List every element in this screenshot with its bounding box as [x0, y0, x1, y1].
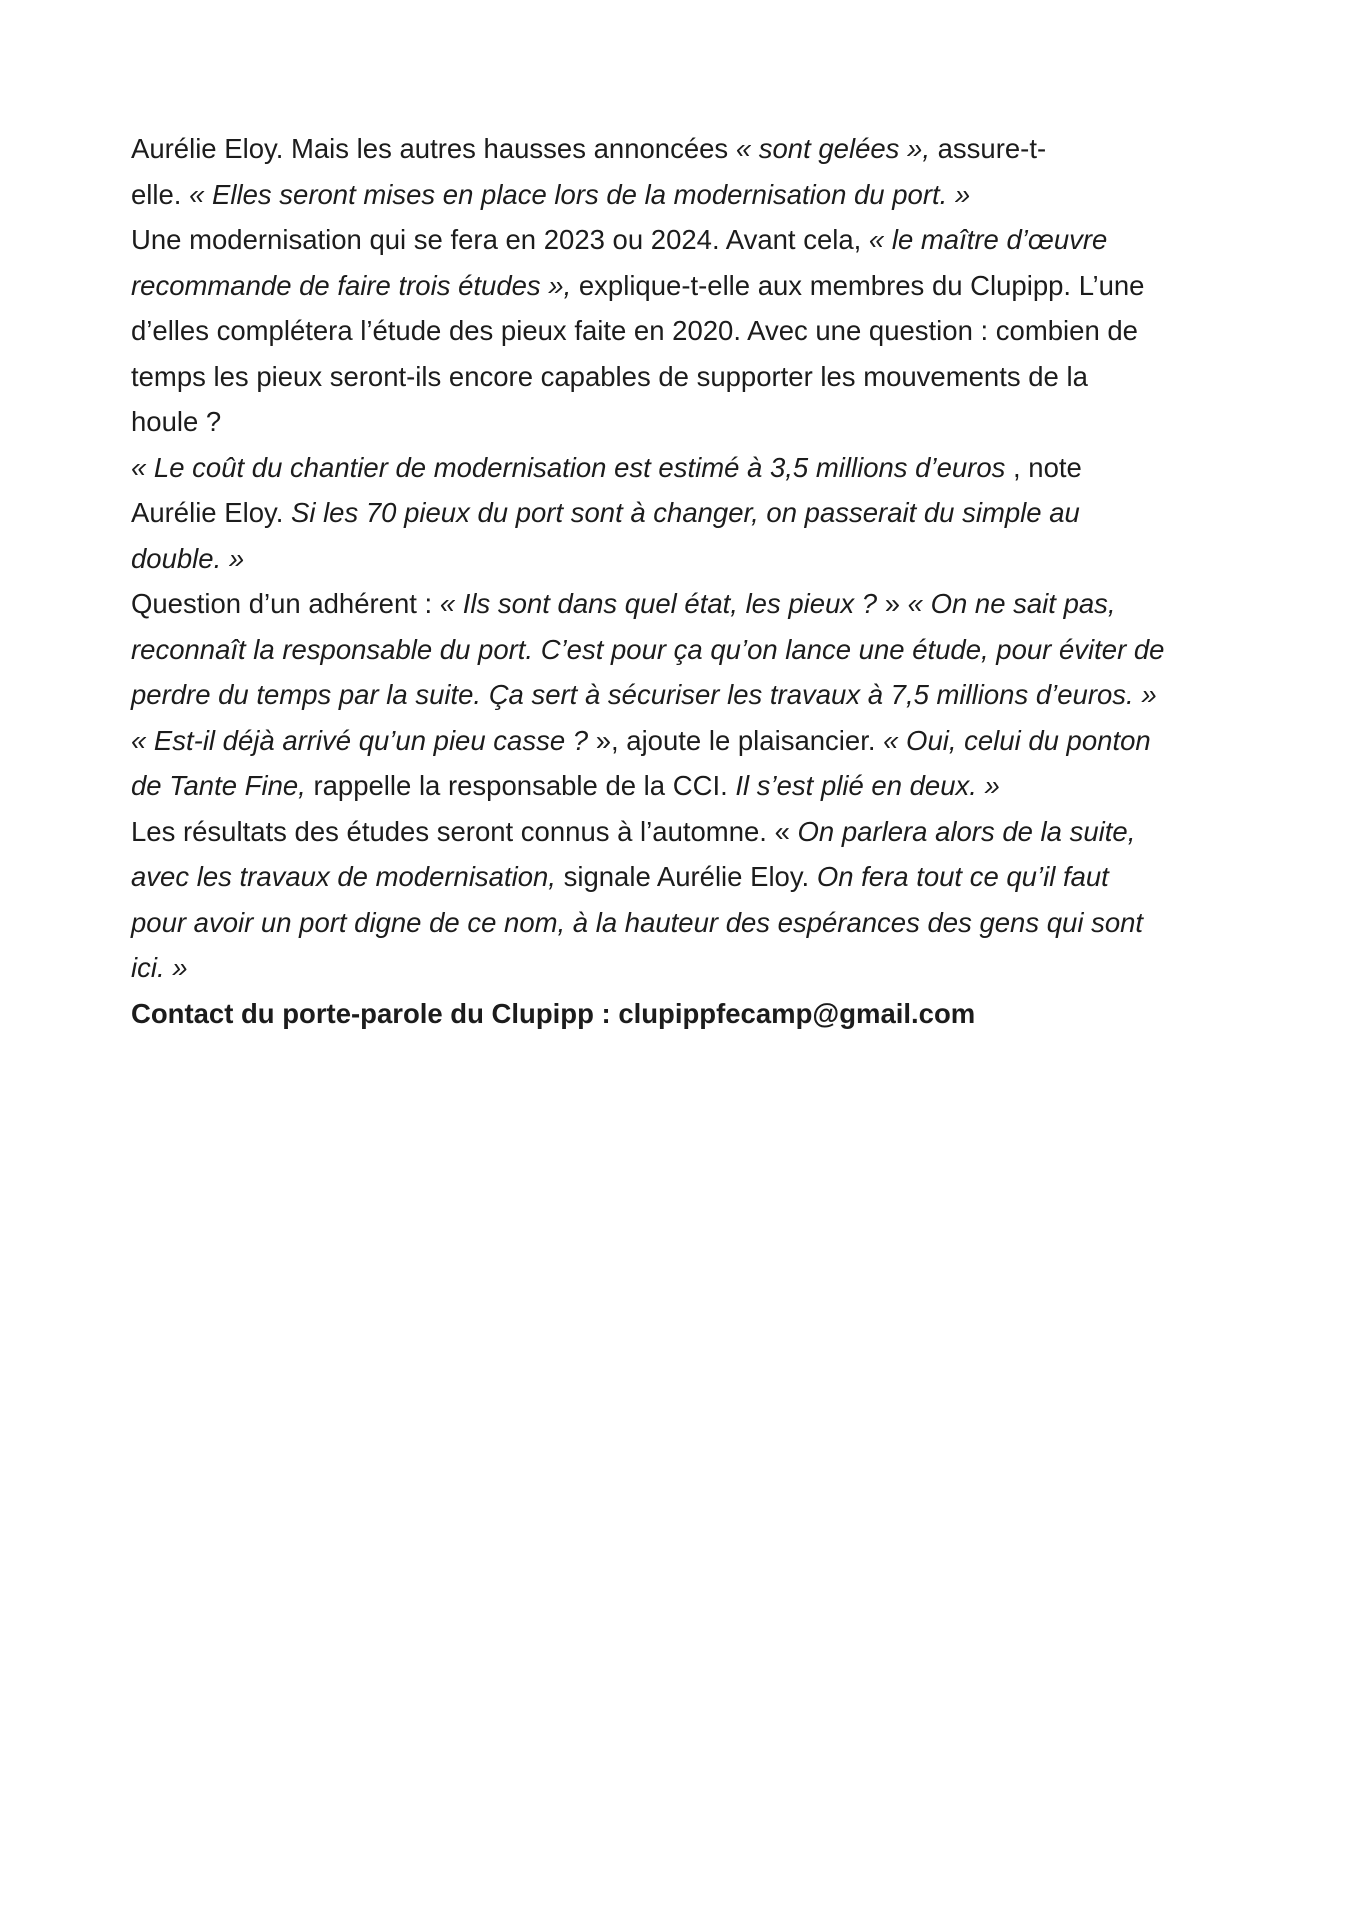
body-text: Les résultats des études seront connus à l’automne. «	[131, 815, 798, 847]
body-text: explique-t-elle aux membres du Clupipp. L’une	[571, 269, 1145, 301]
text-line	[131, 900, 1251, 946]
body-text: », ajoute le plaisancier.	[588, 724, 884, 756]
quote-text: « Est-il déjà arrivé qu’un pieu casse ?	[131, 724, 589, 756]
quote-text: pour avoir un port digne de ce nom, à la hauteur des espérances des gens qui sont	[131, 906, 1144, 938]
text-line	[131, 809, 1251, 855]
quote-text: « Ils sont dans quel état, les pieux ?	[439, 588, 878, 619]
quote-text: On fera tout ce qu’il faut	[816, 861, 1109, 892]
quote-text: « Le coût du chantier de modernisation est estimé à 3,5 millions d’euros	[131, 451, 1006, 483]
quote-text: recommande de faire trois études »,	[131, 269, 572, 301]
text-line	[131, 399, 1251, 445]
quote-text: On parlera alors de la suite,	[797, 815, 1136, 847]
quote-text: avec les travaux de modernisation,	[131, 861, 556, 892]
quote-text: perdre du temps par la suite. Ça sert à sécuriser les travaux à 7,5 millions d’euros. »	[131, 679, 1157, 710]
article-text	[131, 126, 1251, 991]
body-text: signale Aurélie Eloy.	[555, 861, 817, 892]
text-line	[131, 308, 1251, 354]
text-line	[131, 126, 1251, 172]
body-text: , note	[1005, 451, 1082, 483]
text-line	[131, 263, 1251, 309]
body-text: Aurélie Eloy.	[131, 497, 291, 528]
body-text: temps les pieux seront-ils encore capables de supporter les mouvements de la	[131, 360, 1088, 392]
text-line	[131, 490, 1251, 536]
quote-text: ici. »	[131, 952, 188, 983]
text-line	[131, 945, 1251, 991]
quote-text: double. »	[131, 542, 245, 574]
text-line	[131, 354, 1251, 400]
body-text: assure-t-	[929, 133, 1047, 164]
text-line	[131, 172, 1251, 218]
text-line	[131, 445, 1251, 491]
quote-text: « le maître d’œuvre	[868, 224, 1108, 255]
text-line	[131, 672, 1251, 718]
quote-text: Si les 70 pieux du port sont à changer, on passerait du simple au	[290, 497, 1080, 528]
contact-line: Contact du porte-parole du Clupipp : clupippfecamp@gmail.com	[131, 997, 976, 1029]
text-line	[131, 763, 1251, 809]
quote-text: « sont gelées »,	[735, 133, 930, 164]
quote-text: de Tante Fine,	[131, 770, 306, 801]
body-text: Une modernisation qui se fera en 2023 ou 2024. Avant cela,	[131, 224, 869, 255]
quote-text: reconnaît la responsable du port. C’est pour ça qu’on lance une étude, pour éviter de	[131, 633, 1165, 665]
body-text: elle.	[131, 178, 190, 210]
body-text: Question d’un adhérent :	[131, 588, 440, 619]
quote-text: « On ne sait pas,	[907, 588, 1116, 619]
text-line	[131, 854, 1251, 900]
quote-text: Il s’est plié en deux. »	[735, 770, 1000, 801]
text-line	[131, 536, 1251, 582]
quote-text: « Oui, celui du ponton	[883, 724, 1151, 756]
quote-text: « Elles seront mises en place lors de la modernisation du port. »	[189, 178, 971, 210]
body-text: d’elles complétera l’étude des pieux faite en 2020. Avec une question : combien de	[131, 315, 1138, 346]
text-line	[131, 581, 1251, 627]
article-body	[131, 126, 1251, 1036]
body-text: »	[877, 588, 908, 619]
body-text: rappelle la responsable de la CCI.	[305, 770, 736, 801]
body-text: Aurélie Eloy. Mais les autres hausses annoncées	[131, 133, 736, 164]
text-line	[131, 217, 1251, 263]
text-line	[131, 718, 1251, 764]
text-line	[131, 627, 1251, 673]
body-text: houle ?	[131, 406, 222, 437]
